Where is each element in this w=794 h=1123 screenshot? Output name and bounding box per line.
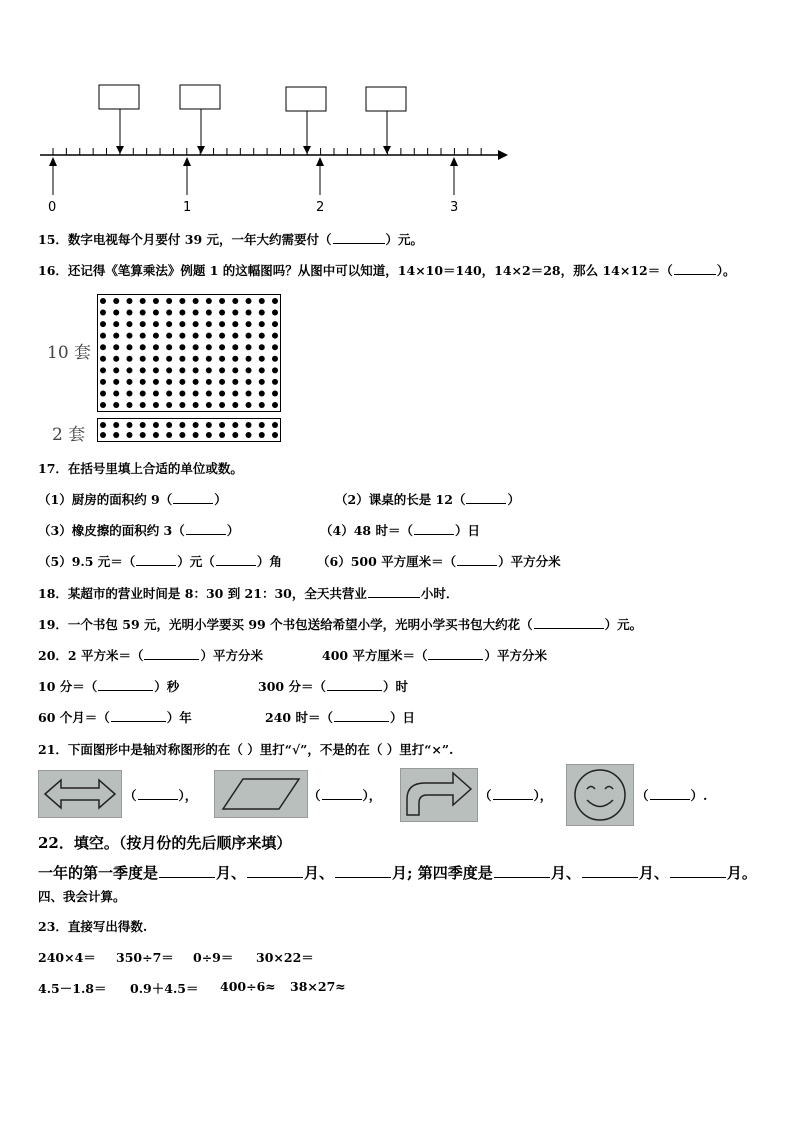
smiley-face-icon — [567, 765, 633, 825]
dot — [193, 402, 199, 408]
dot — [126, 333, 132, 339]
q21-answer-4: （ ）. — [636, 788, 708, 803]
number-label-1: 1 — [183, 200, 192, 215]
q17-item-3: （3）橡皮擦的面积约 3（ ） — [38, 523, 240, 538]
dot — [272, 344, 278, 350]
dot — [153, 356, 159, 362]
dot — [126, 344, 132, 350]
dot — [140, 356, 146, 362]
dot — [259, 321, 265, 327]
dot — [259, 422, 265, 428]
dot — [219, 422, 225, 428]
dot — [100, 356, 106, 362]
q20-item-3: 10 分＝（ ）秒 — [38, 679, 180, 694]
dot — [206, 367, 212, 373]
dot — [126, 356, 132, 362]
dot — [259, 298, 265, 304]
dot — [113, 321, 119, 327]
dot — [113, 422, 119, 428]
dot — [219, 402, 225, 408]
dot — [193, 333, 199, 339]
answer-blank[interactable] — [674, 264, 716, 275]
dot — [100, 379, 106, 385]
dot — [140, 402, 146, 408]
dot — [246, 333, 252, 339]
dot — [246, 422, 252, 428]
calc-2: 350÷7＝ — [116, 950, 174, 965]
dot — [246, 310, 252, 316]
dot — [259, 390, 265, 396]
section-4-heading: 四、我会计算。 — [38, 889, 126, 904]
parallelogram-shape — [214, 770, 308, 818]
dot — [219, 390, 225, 396]
dot — [113, 310, 119, 316]
answer-box-1 — [99, 85, 139, 154]
question-21: 21．下面图形中是轴对称图形的在（ ）里打“√”，不是的在（ ）里打“×”. — [38, 742, 454, 757]
dot — [272, 390, 278, 396]
dot — [206, 321, 212, 327]
dot — [272, 379, 278, 385]
dot — [206, 402, 212, 408]
q20-item-6: 240 时＝（ ）日 — [265, 710, 415, 725]
dot — [272, 432, 278, 438]
question-17-title: 17．在括号里填上合适的单位或数。 — [38, 461, 243, 476]
label-10-sets: 10 套 — [47, 343, 92, 363]
dot — [113, 356, 119, 362]
smiley-face-shape — [566, 764, 634, 826]
dot — [140, 422, 146, 428]
q20-item-1: 20．2 平方米＝（ ）平方分米 — [38, 648, 263, 663]
dot — [246, 402, 252, 408]
q20-item-4: 300 分＝（ ）时 — [258, 679, 408, 694]
label-2-sets: 2 套 — [52, 425, 86, 445]
dot — [179, 367, 185, 373]
dot — [100, 321, 106, 327]
dot — [113, 432, 119, 438]
dot — [272, 333, 278, 339]
dot — [179, 298, 185, 304]
dot — [206, 344, 212, 350]
dot — [126, 321, 132, 327]
dot — [179, 356, 185, 362]
dot — [206, 298, 212, 304]
dot — [246, 379, 252, 385]
dot — [219, 321, 225, 327]
dot — [232, 367, 238, 373]
number-line-arrowhead — [498, 150, 508, 160]
dot — [259, 402, 265, 408]
dot — [259, 356, 265, 362]
question-19: 19．一个书包 59 元，光明小学要买 99 个书包送给希望小学，光明小学买书包大约花（ ）元。 — [38, 617, 643, 632]
dot — [193, 344, 199, 350]
answer-blank[interactable] — [534, 618, 604, 629]
dot — [140, 344, 146, 350]
dot — [219, 310, 225, 316]
dot — [193, 310, 199, 316]
q17-item-4: （4）48 时＝（ ）日 — [320, 523, 480, 538]
dot — [232, 310, 238, 316]
dot — [232, 344, 238, 350]
dot — [246, 390, 252, 396]
dot — [140, 333, 146, 339]
dot — [126, 390, 132, 396]
double-arrow-icon — [39, 771, 121, 817]
dot — [219, 432, 225, 438]
dot — [153, 310, 159, 316]
dot — [140, 432, 146, 438]
dot — [259, 432, 265, 438]
dot — [153, 367, 159, 373]
dot — [179, 402, 185, 408]
question-18: 18．某超市的营业时间是 8：30 到 21：30，全天共营业 小时． — [38, 586, 459, 601]
question-22-title: 22．填空。（按月份的先后顺序来填） — [38, 834, 292, 852]
dot — [179, 422, 185, 428]
dot — [219, 367, 225, 373]
dot — [246, 298, 252, 304]
dot — [166, 298, 172, 304]
up-arrow-2 — [316, 157, 324, 195]
dot — [126, 379, 132, 385]
calc-1: 240×4＝ — [38, 950, 96, 965]
dot — [232, 321, 238, 327]
dot — [100, 402, 106, 408]
dot — [272, 422, 278, 428]
dot — [259, 379, 265, 385]
dot — [113, 402, 119, 408]
dot — [232, 356, 238, 362]
dot — [272, 298, 278, 304]
dot — [153, 390, 159, 396]
calc-5: 4.5－1.8＝ — [38, 981, 107, 996]
dot — [166, 333, 172, 339]
curved-arrow-icon — [401, 769, 477, 821]
q17-item-5: （5）9.5 元＝（ ）元（ ）角 — [38, 554, 282, 569]
dot — [153, 402, 159, 408]
up-arrow-0 — [49, 157, 57, 195]
dot — [193, 321, 199, 327]
dot — [193, 390, 199, 396]
dot — [100, 344, 106, 350]
dot — [193, 367, 199, 373]
number-label-0: 0 — [48, 200, 57, 215]
curved-arrow-shape — [400, 768, 478, 822]
dot — [153, 298, 159, 304]
dot-array-10-rows — [97, 294, 281, 412]
dot — [272, 321, 278, 327]
dot — [126, 367, 132, 373]
dot — [113, 390, 119, 396]
calc-6: 0.9＋4.5＝ — [130, 981, 199, 996]
dot — [259, 344, 265, 350]
dot — [219, 298, 225, 304]
dot — [246, 344, 252, 350]
dot — [179, 333, 185, 339]
dot — [166, 422, 172, 428]
dot — [100, 432, 106, 438]
dot — [140, 367, 146, 373]
q17-item-2: （2）课桌的长是 12（ ） — [335, 492, 520, 507]
dot — [113, 367, 119, 373]
dot — [166, 402, 172, 408]
dot — [153, 432, 159, 438]
dot — [206, 390, 212, 396]
q17-item-6: （6）500 平方厘米＝（ ）平方分米 — [317, 554, 561, 569]
dot — [100, 367, 106, 373]
dot — [232, 432, 238, 438]
dot — [113, 379, 119, 385]
dot — [259, 367, 265, 373]
dot — [206, 422, 212, 428]
q20-item-5: 60 个月＝（ ）年 — [38, 710, 192, 725]
dot — [100, 298, 106, 304]
dot — [246, 367, 252, 373]
dot — [179, 390, 185, 396]
dot — [193, 356, 199, 362]
dot — [153, 379, 159, 385]
dot — [100, 422, 106, 428]
dot — [153, 333, 159, 339]
dot — [232, 379, 238, 385]
answer-box-2 — [180, 85, 220, 154]
answer-box-3 — [286, 87, 326, 154]
answer-box-4 — [366, 87, 406, 154]
dot — [166, 310, 172, 316]
dot — [126, 422, 132, 428]
dot — [153, 321, 159, 327]
calc-3: 0÷9＝ — [193, 950, 234, 965]
dot — [113, 344, 119, 350]
question-23-title: 23．直接写出得数. — [38, 919, 148, 934]
dot — [153, 344, 159, 350]
dot — [140, 310, 146, 316]
dot — [272, 367, 278, 373]
dot — [166, 432, 172, 438]
dot — [272, 356, 278, 362]
dot — [219, 379, 225, 385]
dot — [219, 333, 225, 339]
dot — [166, 344, 172, 350]
dot — [166, 390, 172, 396]
dot — [259, 310, 265, 316]
dot — [193, 432, 199, 438]
up-arrow-1 — [183, 157, 191, 195]
dot — [232, 333, 238, 339]
dot — [272, 310, 278, 316]
number-line-ticks — [53, 148, 481, 155]
dot — [140, 390, 146, 396]
parallelogram-icon — [215, 771, 307, 817]
dot — [246, 432, 252, 438]
dot — [140, 379, 146, 385]
dot — [140, 321, 146, 327]
dot — [100, 310, 106, 316]
dot — [193, 298, 199, 304]
dot — [126, 310, 132, 316]
dot — [179, 321, 185, 327]
dot — [219, 356, 225, 362]
dot — [140, 298, 146, 304]
calc-7: 400÷6≈ — [220, 979, 276, 994]
calc-8: 38×27≈ — [290, 979, 346, 994]
q21-answer-2: （ ）， — [308, 788, 382, 803]
question-22-line: 一年的第一季度是 月、 月、 月; 第四季度是 月、 月、 月。 — [38, 864, 757, 882]
dot — [206, 310, 212, 316]
dot — [166, 356, 172, 362]
q21-answer-3: （ ）， — [479, 788, 553, 803]
dot — [113, 333, 119, 339]
q17-item-1: （1）厨房的面积约 9（ ） — [38, 492, 227, 507]
dot — [232, 422, 238, 428]
dot — [126, 432, 132, 438]
dot — [246, 321, 252, 327]
number-label-2: 2 — [316, 200, 325, 215]
dot — [206, 333, 212, 339]
answer-blank[interactable] — [368, 587, 420, 598]
calc-4: 30×22＝ — [256, 950, 314, 965]
dot — [179, 432, 185, 438]
dot — [100, 390, 106, 396]
question-15: 15．数字电视每个月要付 39 元，一年大约需要付（ ）元。 — [38, 232, 424, 247]
number-label-3: 3 — [450, 200, 459, 215]
dot — [259, 333, 265, 339]
dot — [153, 422, 159, 428]
dot — [193, 379, 199, 385]
dot — [113, 298, 119, 304]
q21-answer-1: （ ）， — [124, 788, 198, 803]
dot — [206, 379, 212, 385]
dot — [206, 432, 212, 438]
dot — [232, 298, 238, 304]
dot — [166, 379, 172, 385]
question-16: 16．还记得《笔算乘法》例题 1 的这幅图吗？从图中可以知道，14×10＝140，14×2＝28，那么 14×12＝（ ）。 — [38, 263, 736, 278]
up-arrow-3 — [450, 157, 458, 195]
double-arrow-shape — [38, 770, 122, 818]
dot — [272, 402, 278, 408]
answer-blank[interactable] — [333, 233, 385, 244]
dot — [232, 390, 238, 396]
dot — [166, 367, 172, 373]
dot — [100, 333, 106, 339]
dot — [179, 379, 185, 385]
dot — [179, 310, 185, 316]
dot — [166, 321, 172, 327]
dot — [246, 356, 252, 362]
dot-array-2-rows — [97, 418, 281, 442]
dot — [193, 422, 199, 428]
dot — [179, 344, 185, 350]
dot — [232, 402, 238, 408]
dot — [126, 402, 132, 408]
dot — [206, 356, 212, 362]
dot — [126, 298, 132, 304]
dot — [219, 344, 225, 350]
q20-item-2: 400 平方厘米＝（ ）平方分米 — [322, 648, 547, 663]
number-line-figure — [30, 80, 520, 220]
